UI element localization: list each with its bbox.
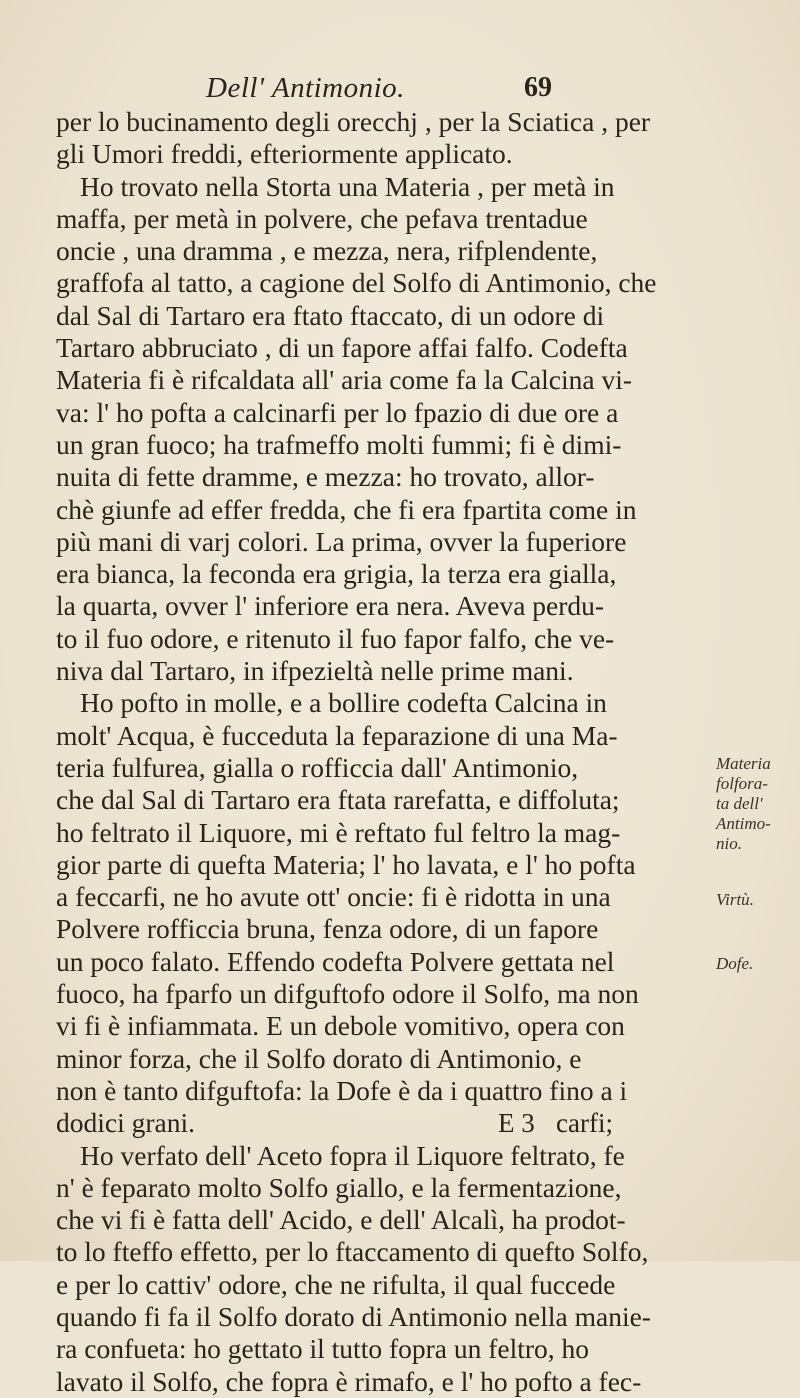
- text-line: ho feltrato il Liquore, mi è reftato ful feltro la mag-: [56, 816, 621, 848]
- text-line: graffofa al tatto, a cagione del Solfo di Antimonio, che: [56, 267, 657, 299]
- text-line: Materia fi è rifcaldata all' aria come fa la Calcina vi-: [56, 364, 633, 396]
- text-line: un poco falato. Effendo codefta Polvere gettata nel: [56, 945, 615, 977]
- text-line: va: l' ho pofta a calcinarfi per lo fpazio di due ore a: [56, 396, 619, 428]
- margin-note-dose: [716, 954, 796, 974]
- page-footer: [56, 1108, 696, 1140]
- text-line: che vi fi è fatta dell' Acido, e dell' Alcalì, ha prodot-: [56, 1204, 626, 1236]
- text-line: gli Umori freddi, efteriormente applicato.: [56, 138, 513, 170]
- page-number: 69: [524, 72, 552, 103]
- margin-note-line: Virtù.: [716, 890, 754, 909]
- text-line: che dal Sal di Tartaro era ftata rarefatta, e diffoluta;: [56, 784, 620, 816]
- text-line: oncie , una dramma , e mezza, nera, rifplendente,: [56, 235, 598, 267]
- text-line: fuoco, ha fparfo un difguftofo odore il Solfo, ma non: [56, 978, 639, 1010]
- signature-mark: E 3: [498, 1108, 535, 1138]
- text-line: dal Sal di Tartaro era ftato ftaccato, di un odore di: [56, 299, 605, 331]
- margin-note-line: Materia: [716, 754, 771, 773]
- text-line: gior parte di quefta Materia; l' ho lavata, e l' ho pofta: [56, 848, 636, 880]
- page-header: [0, 68, 800, 108]
- text-line: Ho pofto in molle, e a bollire codefta Calcina in: [80, 687, 607, 719]
- text-line: era bianca, la feconda era grigia, la terza era gialla,: [56, 558, 617, 590]
- text-line: la quarta, ovver l' inferiore era nera. Aveva perdu-: [56, 590, 605, 622]
- text-line: non è tanto difguftofa: la Dofe è da i quattro fino a i: [56, 1074, 628, 1106]
- text-line: a feccarfi, ne ho avute ott' oncie: fi è ridotta in una: [56, 881, 611, 913]
- text-line: più mani di varj colori. La prima, ovver la fuperiore: [56, 525, 627, 557]
- margin-note-line: folfora-: [716, 774, 768, 793]
- margin-note-materia: [716, 754, 796, 854]
- text-line: n' è feparato molto Solfo giallo, e la fermentazione,: [56, 1171, 622, 1203]
- text-line: lavato il Solfo, che fopra è rimafo, e l' ho pofto a fec-: [56, 1365, 642, 1397]
- text-line: niva dal Tartaro, in ifpezieltà nelle prime mani.: [56, 655, 574, 687]
- margin-note-line: nio.: [716, 834, 742, 853]
- body-text: [56, 106, 696, 1398]
- text-line: Ho trovato nella Storta una Materia , per metà in: [80, 170, 615, 202]
- text-line: vi fi è infiammata. E un debole vomitivo, opera con: [56, 1010, 625, 1042]
- text-line: to il fuo odore, e ritenuto il fuo fapor falfo, che ve-: [56, 622, 615, 654]
- text-line: per lo bucinamento degli orecchj , per la Sciatica , per: [56, 106, 651, 137]
- text-line: molt' Acqua, è fucceduta la feparazione di una Ma-: [56, 719, 618, 751]
- text-line: teria fulfurea, gialla o rofficcia dall' Antimonio,: [56, 751, 579, 783]
- text-line: nuita di fette dramme, e mezza: ho trovato, allor-: [56, 461, 595, 493]
- text-line: maffa, per metà in polvere, che pefava trentadue: [56, 202, 588, 234]
- text-line: un gran fuoco; ha trafmeffo molti fummi; fi è dimi-: [56, 428, 622, 460]
- text-line: Ho verfato dell' Aceto fopra il Liquore feltrato, fe: [80, 1139, 625, 1171]
- text-line: dodici grani.: [56, 1107, 195, 1139]
- text-line: Tartaro abbruciato , di un fapore affai falfo. Codefta: [56, 332, 628, 364]
- margin-note-line: Antimo-: [716, 814, 771, 833]
- text-line: chè giunfe ad effer fredda, che fi era fpartita come in: [56, 493, 637, 525]
- catchword: carfi;: [556, 1108, 613, 1138]
- text-line: to lo fteffo effetto, per lo ftaccamento di quefto Solfo,: [56, 1236, 649, 1268]
- text-line: minor forza, che il Solfo dorato di Antimonio, e: [56, 1042, 582, 1074]
- margin-note-line: Dofe.: [716, 954, 754, 973]
- text-line: Polvere rofficcia bruna, fenza odore, di un fapore: [56, 913, 599, 945]
- text-line: ra confueta: ho gettato il tutto fopra un feltro, ho: [56, 1333, 590, 1365]
- text-line: e per lo cattiv' odore, che ne rifulta, il qual fuccede: [56, 1268, 616, 1300]
- running-title: Dell' Antimonio.: [206, 72, 405, 104]
- text-line: quando fi fa il Solfo dorato di Antimonio nella manie-: [56, 1300, 651, 1332]
- margin-note-line: ta dell': [716, 794, 763, 813]
- margin-note-virtu: [716, 890, 796, 910]
